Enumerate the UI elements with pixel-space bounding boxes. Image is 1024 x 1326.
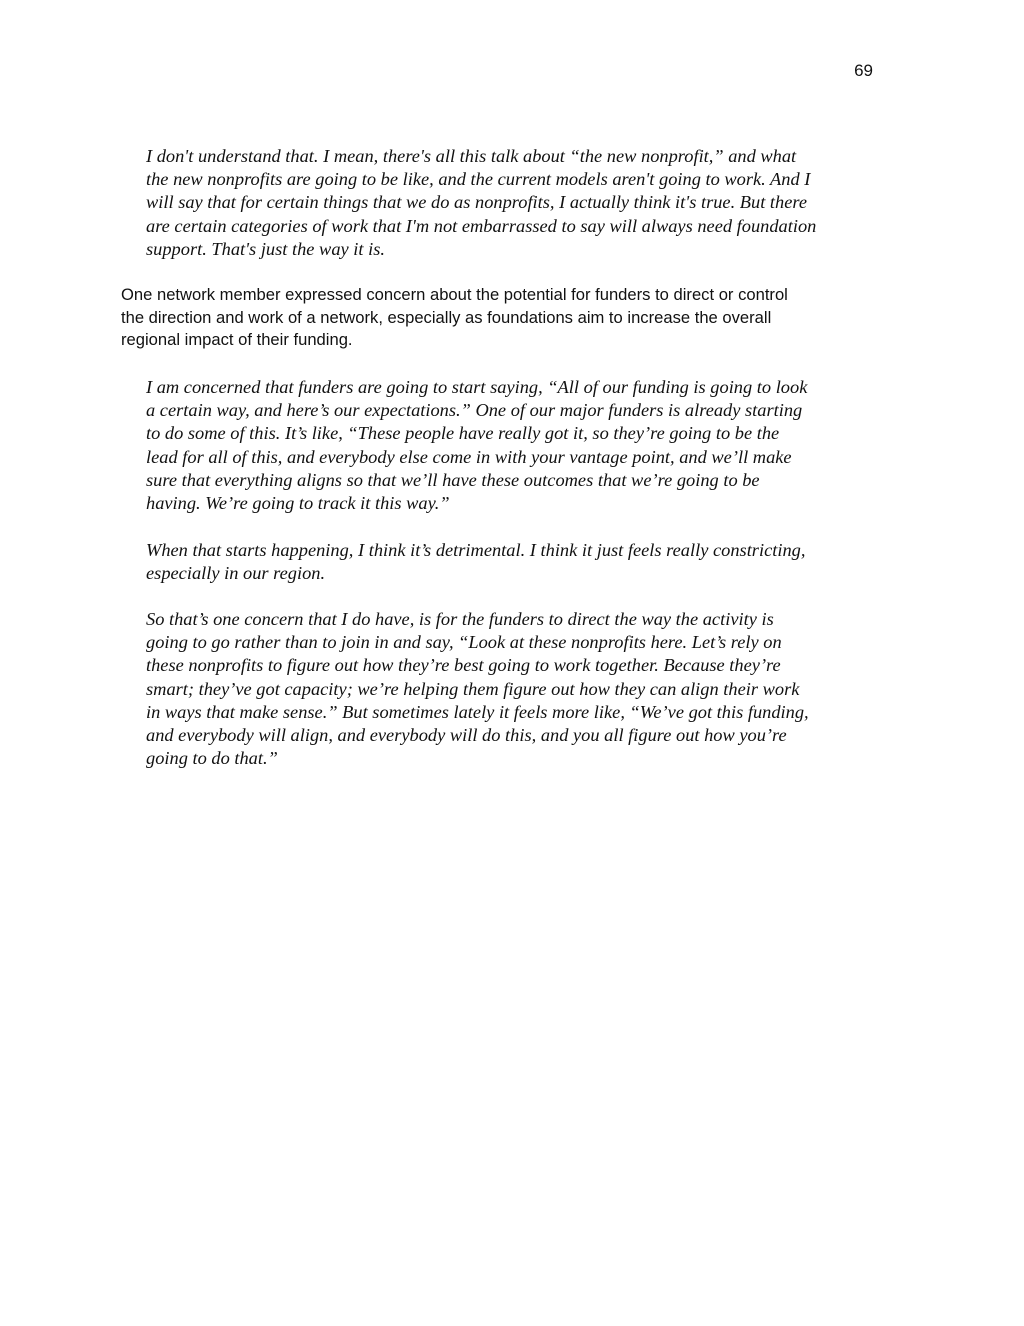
quote-line: lead for all of this, and everybody else come in with your vantage point, and we’ll make — [146, 446, 792, 467]
narrative-paragraph — [121, 284, 901, 352]
quote-line: smart; they’ve got capacity; we’re helping them figure out how they can align their work — [146, 678, 800, 699]
quote-line: I don't understand that. I mean, there's all this talk about “the new nonprofit,” and what — [146, 146, 797, 166]
quote-line: especially in our region. — [146, 563, 326, 584]
quote-line: the new nonprofits are going to be like, and the current models aren't going to work. And I — [146, 169, 811, 190]
quote-line: to do some of this. It’s like, “These people have really got it, so they’re going to be the — [146, 423, 780, 444]
quote-line: support. That's just the way it is. — [146, 238, 385, 259]
quote-line: a certain way, and here’s our expectations.” One of our major funders is already starting — [146, 400, 803, 421]
quote-line: I am concerned that funders are going to start saying, “All of our funding is going to look — [146, 377, 808, 397]
quote-line: When that starts happening, I think it’s detrimental. I think it just feels really constricting, — [146, 540, 806, 560]
quote-line: going to do that.” — [146, 748, 278, 769]
block-quote-1 — [146, 145, 896, 261]
quote-line: will say that for certain things that we do as nonprofits, I actually think it's true. But there — [146, 192, 808, 213]
quote-line: these nonprofits to figure out how they’re best going to work together. Because they’re — [146, 655, 781, 676]
quote-line: having. We’re going to track it this way.” — [146, 493, 450, 514]
quote-line: going to go rather than to join in and say, “Look at these nonprofits here. Let’s rely on — [146, 632, 782, 653]
quote-line: sure that everything aligns so that we’ll have these outcomes that we’re going to be — [146, 469, 760, 490]
quote-line: in ways that make sense.” But sometimes lately it feels more like, “We’ve got this funding, — [146, 701, 809, 722]
block-quote-3 — [146, 539, 896, 585]
narrative-line: the direction and work of a network, especially as foundations aim to increase the overall — [121, 307, 772, 327]
page-number: 69 — [854, 61, 873, 80]
block-quote-2 — [146, 376, 896, 515]
quote-line: and everybody will align, and everybody will do this, and you all figure out how you’re — [146, 725, 787, 746]
quote-line: So that’s one concern that I do have, is for the funders to direct the way the activity is — [146, 609, 774, 629]
narrative-line: regional impact of their funding. — [121, 330, 353, 349]
quote-line: are certain categories of work that I'm not embarrassed to say will always need foundation — [146, 215, 817, 236]
block-quote-4 — [146, 608, 896, 770]
narrative-line: One network member expressed concern about the potential for funders to direct or control — [121, 285, 788, 304]
